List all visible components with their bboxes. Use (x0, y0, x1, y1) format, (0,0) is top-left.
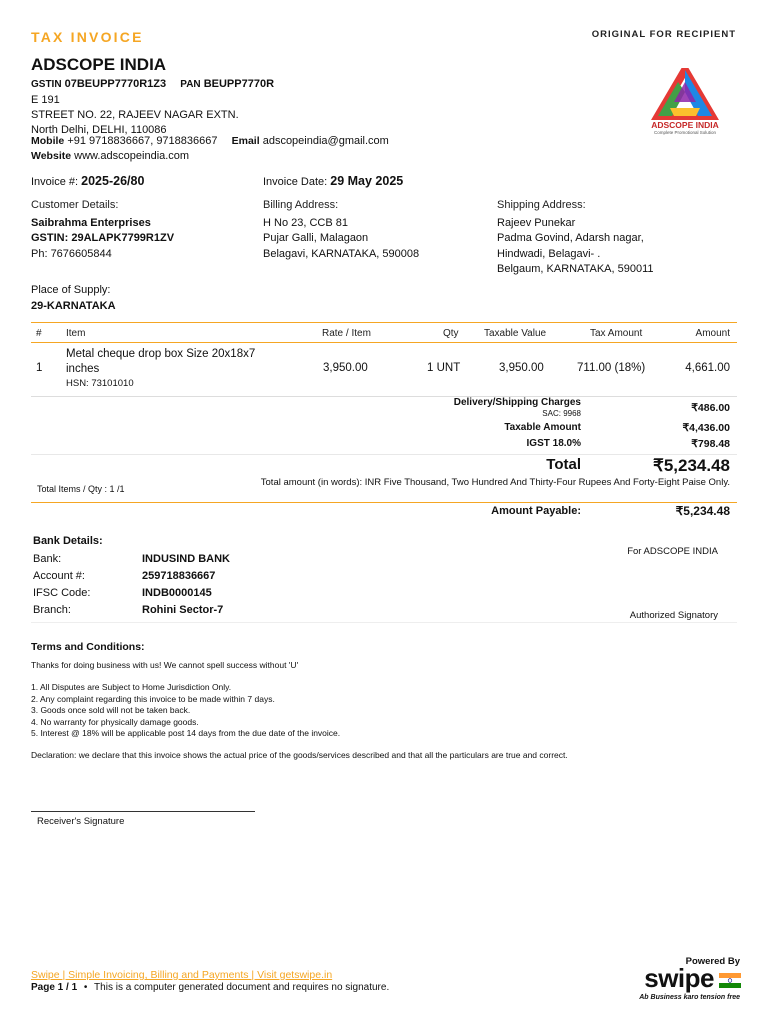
table-header-rule (31, 342, 737, 343)
total-label: Total (546, 456, 581, 473)
logo-text: ADSCOPE INDIA (651, 120, 719, 130)
igst-label: IGST 18.0% (526, 438, 581, 449)
company-contact: Mobile +91 9718836667, 9718836667 Email adscopeindia@gmail.com Website www.adscopeindia.com (31, 135, 389, 162)
ifsc-code: INDB0000145 (142, 587, 212, 599)
authorized-signatory: Authorized Signatory (629, 610, 718, 621)
terms-list: 1. All Disputes are Subject to Home Jurisdiction Only. 2. Any complaint regarding this invoice to be made within 7 days. 3. Goods once sold will not be taken back. 4. No warranty for physically damage goods. 5. Interest @ 18% will be applicable post 14 days from the due date of the invoice. (31, 682, 341, 738)
item-hsn: HSN: 73101010 (66, 378, 134, 389)
bank-details-title: Bank Details: (33, 535, 103, 547)
item-description: Metal cheque drop box Size 20x18x7 inches HSN: 73101010 (66, 348, 256, 389)
shipping-address: Shipping Address: Rajeev Punekar Padma Govind, Adarsh nagar, Hindwadi, Belagavi- . Belgaum, KARNATAKA, 590011 (497, 199, 654, 275)
company-logo (640, 68, 730, 136)
company-address: E 191 STREET NO. 22, RAJEEV NAGAR EXTN. North Delhi, DELHI, 110086 (31, 94, 239, 136)
igst-value: ₹798.48 (691, 438, 730, 450)
invoice-date: Invoice Date: 29 May 2025 (263, 174, 404, 188)
table-top-rule (31, 322, 737, 323)
document-title: TAX INVOICE (31, 29, 144, 45)
bank-name: INDUSIND BANK (142, 553, 230, 565)
terms-intro: Thanks for doing business with us! We cannot spell success without 'U' (31, 660, 299, 670)
col-header-index: # (36, 328, 42, 339)
customer-gstin: GSTIN: 29ALAPK7799R1ZV (31, 232, 175, 244)
delivery-label: Delivery/Shipping Charges (453, 397, 581, 408)
india-flag-icon (719, 973, 741, 988)
mobile-number: +91 9718836667, 9718836667 (67, 135, 218, 147)
delivery-sac: SAC: 9968 (542, 409, 581, 418)
company-name: ADSCOPE INDIA (31, 55, 167, 74)
col-header-amount: Amount (695, 328, 730, 339)
table-row-rule (31, 396, 737, 397)
col-header-item: Item (66, 328, 86, 339)
branch-name: Rohini Sector-7 (142, 604, 224, 616)
signature-line (31, 811, 255, 812)
col-header-rate: Rate / Item (322, 328, 371, 339)
col-header-taxable: Taxable Value (484, 328, 547, 339)
delivery-value: ₹486.00 (691, 402, 730, 414)
page-number: Page 1 / 1 (31, 982, 78, 993)
footer-note: Page 1 / 1 • This is a computer generated document and requires no signature. (31, 982, 390, 993)
footer-link[interactable]: Swipe | Simple Invoicing, Billing and Payments | Visit getswipe.in (31, 969, 333, 981)
receiver-signature: Receiver's Signature (37, 816, 125, 827)
customer-details: Customer Details: Saibrahma Enterprises GSTIN: 29ALAPK7799R1ZV Ph: 7676605844 (31, 198, 174, 262)
account-number: 259718836667 (142, 570, 216, 582)
taxable-label: Taxable Amount (504, 422, 581, 433)
total-value: ₹5,234.48 (653, 456, 730, 475)
invoice-number: Invoice #: 2025-26/80 (31, 174, 145, 188)
taxable-value: ₹4,436.00 (682, 422, 730, 434)
copy-label: ORIGINAL FOR RECIPIENT (591, 29, 736, 40)
swipe-brand: swipe (644, 963, 714, 993)
items-qty: Total Items / Qty : 1 /1 (37, 484, 125, 494)
gstin-pan: GSTIN 07BEUPP7770R1Z3 PAN BEUPP7770R (31, 78, 275, 90)
swipe-tagline: Ab Business karo tension free (639, 994, 740, 1001)
powered-by: Powered By (685, 956, 740, 967)
logo-tagline: Complete Promotional Solution (653, 130, 717, 135)
terms-title: Terms and Conditions: (31, 641, 145, 653)
website-link[interactable]: www.adscopeindia.com (74, 150, 190, 162)
amount-in-words: Total amount (in words): INR Five Thousand, Two Hundred And Thirty-Four Rupees And Forty-Eight Paise Only. (260, 477, 730, 488)
billing-address: Billing Address: H No 23, CCB 81 Pujar Galli, Malagaon Belagavi, KARNATAKA, 590008 (263, 199, 420, 260)
place-of-supply: Place of Supply: 29-KARNATAKA (31, 284, 116, 312)
declaration: Declaration: we declare that this invoice shows the actual price of the goods/services described and that all the particulars are true and correct. (31, 750, 568, 760)
for-company: For ADSCOPE INDIA (627, 546, 718, 557)
col-header-tax: Tax Amount (590, 328, 643, 339)
amount-payable-value: ₹5,234.48 (675, 504, 730, 518)
customer-name: Saibrahma Enterprises (31, 216, 151, 229)
customer-phone: Ph: 7676605844 (31, 247, 112, 260)
col-header-qty: Qty (443, 328, 459, 339)
email-link[interactable]: adscopeindia@gmail.com (262, 135, 389, 147)
amount-payable-label: Amount Payable: (491, 505, 581, 517)
